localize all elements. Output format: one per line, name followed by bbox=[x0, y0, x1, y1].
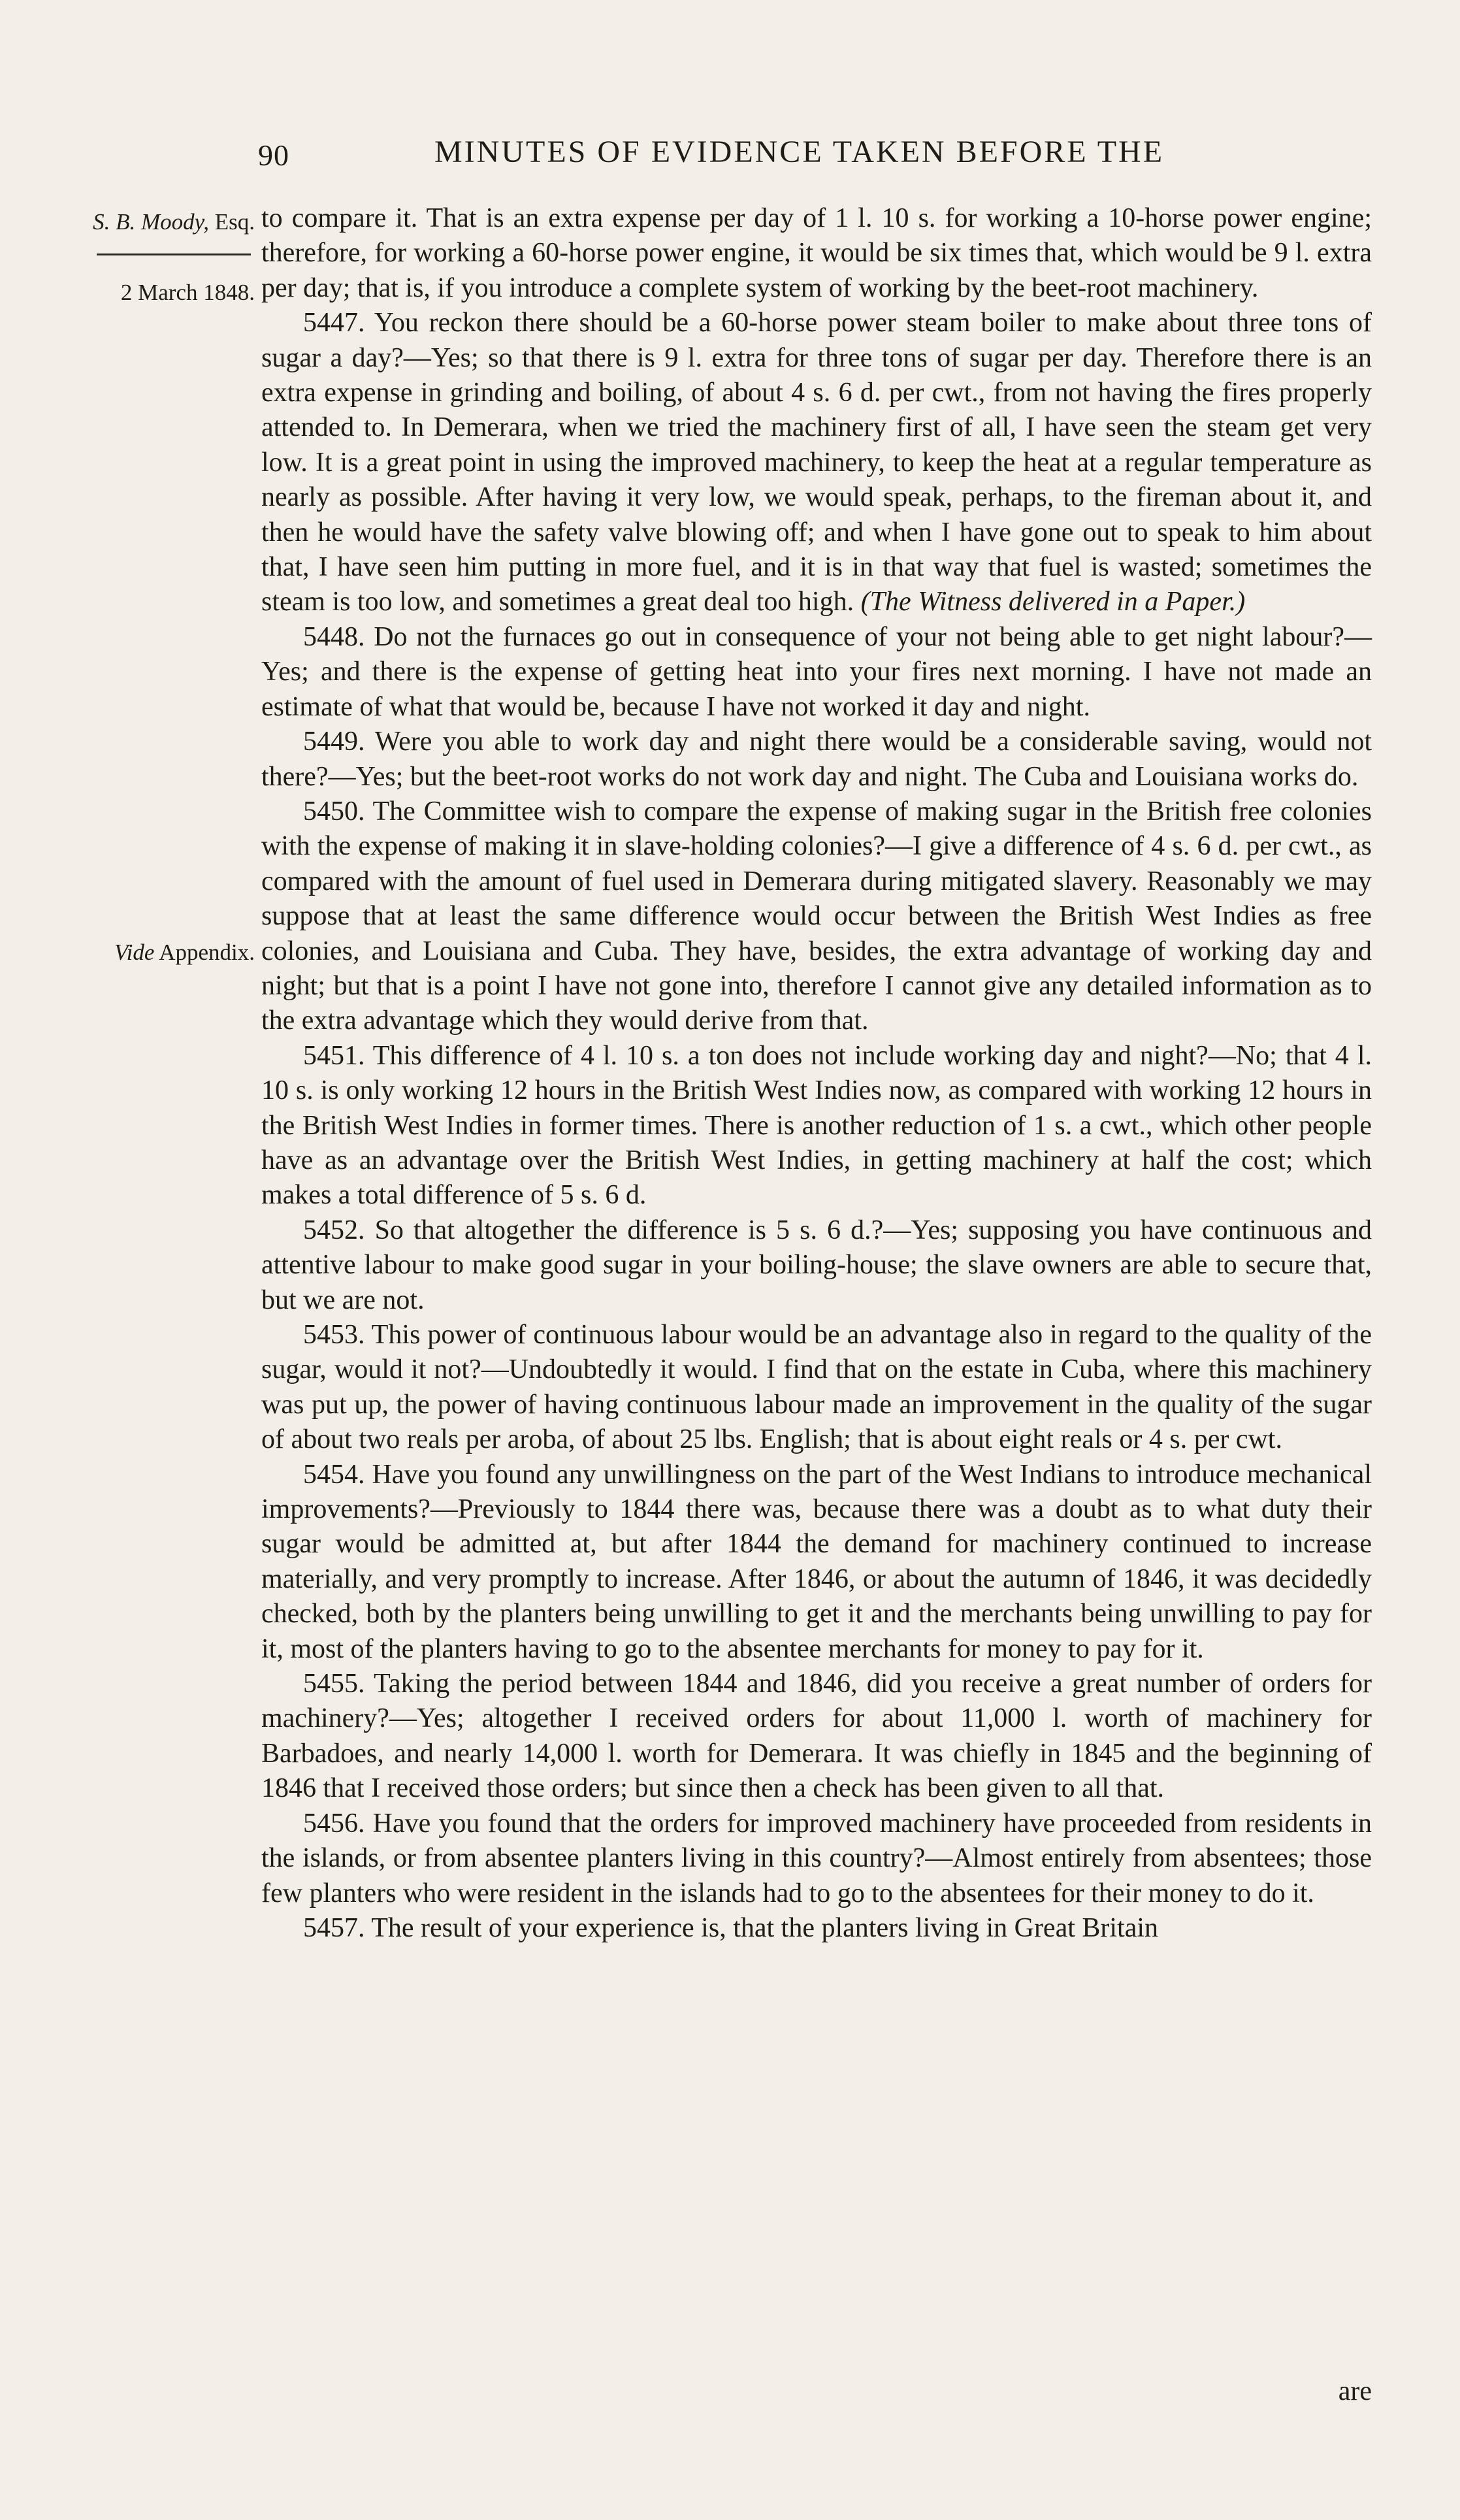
evidence-body bbox=[261, 201, 1372, 1946]
vide-appendix-note bbox=[114, 940, 255, 966]
catchword: are bbox=[1338, 2376, 1372, 2406]
paragraph-5448: 5448. Do not the furnaces go out in consequence of your not being able to get night labour?—Yes; and there is the expense of getting heat into your fires next morning. I have not made an estimate of what that would be, because I have not worked it day and night. bbox=[261, 621, 1372, 722]
page-number: 90 bbox=[258, 139, 289, 172]
vide-rest: Appendix. bbox=[154, 940, 255, 965]
margin-rule bbox=[97, 254, 251, 255]
paragraph-5455: 5455. Taking the period between 1844 and 1846, did you receive a great number of orders for machinery?—Yes; altogether I received orders for about 11,000 l. worth of machinery for Barbadoes, and nearly 14,000 l. worth for Demerara. It was chiefly in 1845 and the beginning of 1846 that I received those orders; but since then a check has been given to all that. bbox=[261, 1669, 1372, 1804]
paragraph-5454: 5454. Have you found any unwillingness on the part of the West Indians to introduce mechanical improvements?—Previously to 1844 there was, because there was a doubt as to what duty their sugar would be admitted at, but after 1844 the demand for machinery continued to increase materially, and very promptly to increase. After 1846, or about the autumn of 1846, it was decidedly checked, both by the planters being unwilling to get it and the merchants being unwilling to pay for it, most of the planters having to go to the absentee merchants for money to pay for it. bbox=[261, 1459, 1372, 1664]
paragraph-5457: 5457. The result of your experience is, that the planters living in Great Britain bbox=[303, 1912, 1159, 1943]
paragraph-continued: to compare it. That is an extra expense per day of 1 l. 10 s. for working a 10-horse power engine; therefore, for working a 60-horse power engine, it would be six times that, which would be 9 l. extra per day; that is, if you introduce a complete system of working by the beet-root machinery. bbox=[261, 203, 1372, 303]
running-title: MINUTES OF EVIDENCE TAKEN BEFORE THE bbox=[434, 135, 1165, 169]
paragraph-5456: 5456. Have you found that the orders for improved machinery have proceeded from residents in the islands, or from absentee planters living in this country?—Almost entirely from absentees; those few planters who were resident in the islands had to go to the absentees for their money to do it. bbox=[261, 1808, 1372, 1908]
paragraph-5447-text: 5447. You reckon there should be a 60-horse power steam boiler to make about three tons of sugar a day?—Yes; so that there is 9 l. extra for three tons of sugar per day. Therefore there is an extra expense in grinding and boiling, of about 4 s. 6 d. per cwt., from not having the fires properly attended to. In Demerara, when we tried the machinery first of all, I have seen the steam get very low. It is a great point in using the improved machinery, to keep the heat at a regular temperature as nearly as possible. After having it very low, we would speak, perhaps, to the fireman about it, and then he would have the safety valve blowing off; and when I have gone out to speak to him about that, I have seen him putting in more fuel, and it is in that way that fuel is wasted; sometimes the steam is too low, and sometimes a great deal too high. bbox=[261, 308, 1372, 617]
page-header bbox=[258, 134, 1382, 173]
paragraph-5453: 5453. This power of continuous labour would be an advantage also in regard to the quality of the sugar, would it not?—Undoubtedly it would. I find that on the estate in Cuba, where this machinery was put up, the power of having continuous labour made an improvement in the quality of the sugar of about two reals per aroba, of about 25 lbs. English; that is about eight reals or 4 s. per cwt. bbox=[261, 1320, 1372, 1455]
paragraph-5452: 5452. So that altogether the difference is 5 s. 6 d.?—Yes; supposing you have continuous and attentive labour to make good sugar in your boiling-house; the slave owners are able to secure that, but we are not. bbox=[261, 1215, 1372, 1315]
paragraph-5449: 5449. Were you able to work day and night there would be a considerable saving, would not there?—Yes; but the beet-root works do not work day and night. The Cuba and Louisiana works do. bbox=[261, 727, 1372, 792]
paragraph-5447-note: (The Witness delivered in a Paper.) bbox=[860, 587, 1246, 617]
paragraph-5451: 5451. This difference of 4 l. 10 s. a ton does not include working day and night?—No; that 4 l. 10 s. is only working 12 hours in the British West Indies now, as compared with working 12 hours in the British West Indies in former times. There is another reduction of 1 s. a cwt., which other people have as an advantage over the British West Indies, in getting machinery at half the cost; which makes a total difference of 5 s. 6 d. bbox=[261, 1040, 1372, 1211]
witness-name-italic: S. B. Moody, bbox=[93, 209, 209, 235]
witness-name bbox=[93, 209, 255, 235]
paragraph-5450: 5450. The Committee wish to compare the expense of making sugar in the British free colonies with the expense of making it in slave-holding colonies?—I give a difference of 4 s. 6 d. per cwt., as compared with the amount of fuel used in Demerara during mitigated slavery. Reasonably we may suppose that at least the same difference would occur between the British West Indies as free colonies, and Louisiana and Cuba. They have, besides, the extra advantage of working day and night; but that is a point I have not gone into, therefore I cannot give any detailed information as to the extra advantage which they would derive from that. bbox=[261, 796, 1372, 1036]
witness-suffix: Esq. bbox=[209, 209, 255, 235]
paragraph-5447 bbox=[261, 306, 1372, 620]
vide-italic: Vide bbox=[114, 940, 155, 965]
evidence-date: 2 March 1848. bbox=[120, 280, 255, 305]
